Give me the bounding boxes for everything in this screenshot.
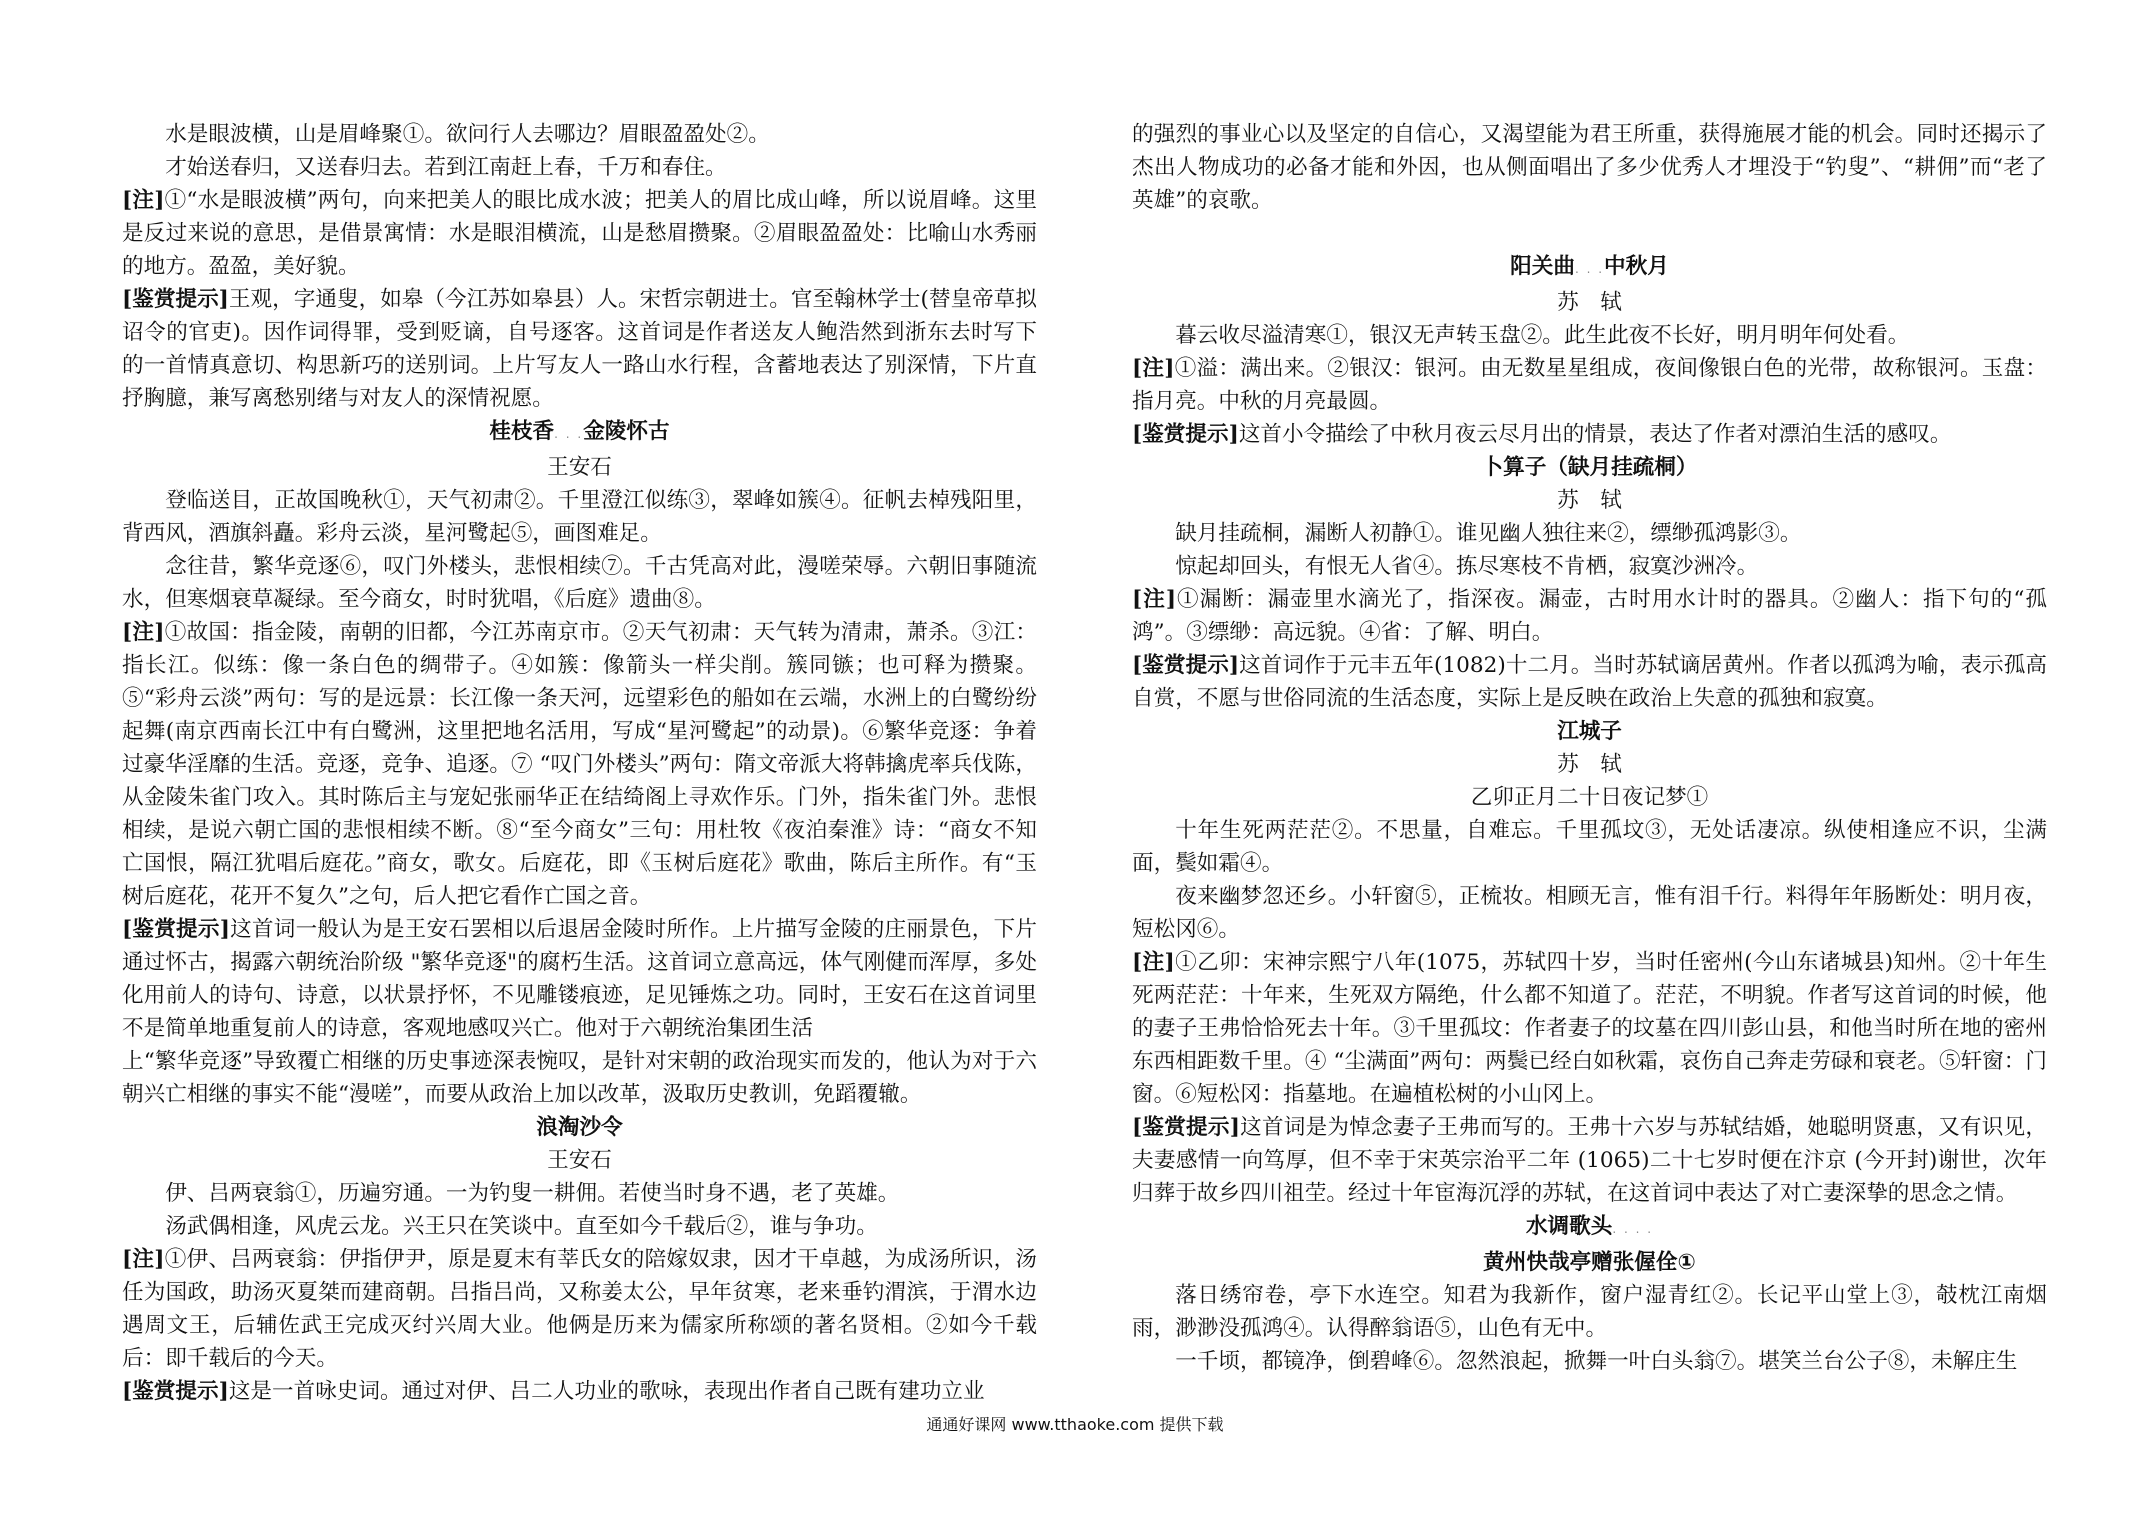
- poem-stanza: 一千顷，都镜净，倒碧峰⑥。忽然浪起，掀舞一叶白头翁⑦。堪笑兰台公子⑧，未解庄生: [1175, 1349, 2018, 1374]
- tip-paragraph: [122, 1375, 1037, 1408]
- title-part: 中秋月: [1604, 254, 1669, 279]
- left-column: [122, 118, 1037, 1408]
- poem-stanza: 惊起却回头，有恨无人省④。拣尽寒枝不肯栖，寂寞沙洲冷。: [1175, 554, 1759, 579]
- note-tag: [注]: [122, 1247, 165, 1272]
- title-part: 金陵怀古: [583, 419, 670, 444]
- note-paragraph: [1132, 946, 2047, 1111]
- note-text: ①漏断：漏壶里水滴光了，指深夜。漏壶，古时用水计时的器具。②幽人：指下句的“孤鸿”。③缥缈：高远貌。④省：了解、明白。: [1132, 587, 2047, 645]
- note-tag: [注]: [1132, 950, 1175, 975]
- title-part: 水调歌头: [1525, 1214, 1613, 1239]
- poem-title: [122, 415, 1037, 451]
- note-text: ①溢：满出来。②银汉：银河。由无数星星组成，夜间像银白色的光带，故称银河。玉盘：指月亮。中秋的月亮最圆。: [1132, 356, 2047, 414]
- poem-author: 苏 轼: [1557, 752, 1622, 777]
- tip-text: 这是一首咏史词。通过对伊、吕二人功业的歌咏，表现出作者自己既有建功立业: [228, 1379, 985, 1404]
- tip-continuation: 的强烈的事业心以及坚定的自信心，又渴望能为君王所重，获得施展才能的机会。同时还揭示了杰出人物成功的必备才能和外因，也从侧面唱出了多少优秀人才埋没于“钓叟”、“耕佣”而“老了英雄”的哀歌。: [1132, 122, 2047, 213]
- tip-text: 这首词一般认为是王安石罢相以后退居金陵时所作。上片描写金陵的庄丽景色，下片通过怀古，揭露六朝统治阶级 "繁华竞逐"的腐朽生活。这首词立意高远，体气刚健而浑厚，多处化用前人的诗句、诗意，以状景抒怀，不见雕镂痕迹，足见锤炼之功。同时，王安石在这首词里不是简单地重复前人的诗意，客观地感叹兴亡。他对于六朝统治集团生活: [122, 917, 1037, 1041]
- spacer: [1132, 217, 2047, 250]
- poem-title: 江城子: [1557, 719, 1622, 744]
- page-footer: 通通好课网 www.tthaoke.com 提供下载: [926, 1415, 1224, 1434]
- note-tag: [注]: [122, 620, 165, 645]
- poem-subtitle-title: 黄州快哉亭赠张偓佺①: [1483, 1250, 1696, 1275]
- tip-paragraph: [1132, 649, 2047, 715]
- poem-subtitle: 乙卯正月二十日夜记梦①: [1470, 785, 1709, 810]
- tip-paragraph: [1132, 1111, 2047, 1210]
- tip-paragraph: [122, 283, 1037, 415]
- right-column: [1132, 118, 2047, 1378]
- poem-title: 卜算子（缺月挂疏桐）: [1481, 455, 1698, 480]
- tip-tag: [鉴赏提示]: [122, 1379, 229, 1404]
- poem-title: 浪淘沙令: [536, 1115, 623, 1140]
- tip-text: 王观，字通叟，如皋（今江苏如皋县）人。宋哲宗朝进士。官至翰林学士(替皇帝草拟诏令的官吏)。因作词得罪，受到贬谪，自号逐客。这首词是作者送友人鲍浩然到浙东去时写下的一首情真意切、构思新巧的送别词。上片写友人一路山水行程，含蓄地表达了别深情，下片直抒胸臆，兼写离愁别绪与对友人的深情祝愿。: [122, 287, 1037, 411]
- note-text: ①故国：指金陵，南朝的旧都，今江苏南京市。②天气初肃：天气转为清肃，萧杀。③江：指长江。似练：像一条白色的绸带子。④如簇：像箭头一样尖削。簇同镞；也可释为攒聚。⑤“彩舟云淡”两句：写的是远景：长江像一条天河，远望彩色的船如在云端，水洲上的白鹭纷纷起舞(南京西南长江中有白鹭洲，这里把地名活用，写成“星河鹭起”的动景)。⑥繁华竞逐：争着过豪华淫靡的生活。竞逐，竞争、追逐。⑦ “叹门外楼头”两句：隋文帝派大将韩擒虎率兵伐陈，从金陵朱雀门攻入。其时陈后主与宠妃张丽华正在结绮阁上寻欢作乐。门外，指朱雀门外。悲恨相续，是说六朝亡国的悲恨相续不断。⑧“至今商女”三句：用杜牧《夜泊秦淮》诗：“商女不知亡国恨，隔江犹唱后庭花。”商女，歌女。后庭花，即《玉树后庭花》歌曲，陈后主所作。有“玉树后庭花，花开不复久”之句，后人把它看作亡国之音。: [122, 620, 1037, 909]
- note-tag: [注]: [1132, 356, 1175, 381]
- note-text: ①伊、吕两衰翁：伊指伊尹，原是夏末有莘氏女的陪嫁奴隶，因才干卓越，为成汤所识，汤任为国政，助汤灭夏桀而建商朝。吕指吕尚，又称姜太公，早年贫寒，老来垂钓渭滨，于渭水边遇周文王，后辅佐武王完成灭纣兴周大业。他俩是历来为儒家所称颂的著名贤相。②如今千载后：即千载后的今天。: [122, 1247, 1037, 1371]
- poem-line: 水是眼波横，山是眉峰聚①。欲问行人去哪边？眉眼盈盈处②。: [165, 122, 770, 147]
- tip-paragraph: [1132, 418, 2047, 451]
- poem-stanza: 落日绣帘卷，亭下水连空。知君为我新作，窗户湿青红②。长记平山堂上③，攲枕江南烟雨，渺渺没孤鸿④。认得醉翁语⑤，山色有无中。: [1132, 1283, 2047, 1341]
- tip-continuation: 上“繁华竞逐”导致覆亡相继的历史事迹深表惋叹，是针对宋朝的政治现实而发的，他认为对于六朝兴亡相继的事实不能“漫嗟”，而要从政治上加以改革，汲取历史教训，免蹈覆辙。: [122, 1049, 1037, 1107]
- title-part: 桂枝香: [489, 419, 555, 444]
- tip-tag: [鉴赏提示]: [1132, 422, 1239, 447]
- tip-tag: [鉴赏提示]: [1132, 653, 1240, 678]
- poem-stanza: 汤武偶相逢，风虎云龙。兴王只在笑谈中。直至如今千载后②，谁与争功。: [165, 1214, 878, 1239]
- poem-author: 王安石: [547, 455, 612, 480]
- title-part: 阳关曲: [1510, 254, 1575, 279]
- note-paragraph: [1132, 583, 2047, 649]
- note-paragraph: [122, 1243, 1037, 1375]
- note-text: ①“水是眼波横”两句，向来把美人的眼比成水波；把美人的眉比成山峰，所以说眉峰。这里是反过来说的意思，是借景寓情：水是眼泪横流，山是愁眉攒聚。②眉眼盈盈处：比喻山水秀丽的地方。盈盈，美好貌。: [122, 188, 1037, 279]
- note-text: ①乙卯：宋神宗熙宁八年(1075，苏轼四十岁，当时任密州(今山东诸城县)知州。②十年生死两茫茫：十年来，生死双方隔绝，什么都不知道了。茫茫，不明貌。作者写这首词的时候，他的妻子王弗恰恰死去十年。③千里孤坟：作者妻子的坟墓在四川彭山县，和他当时所在地的密州东西相距数千里。④ “尘满面”两句：两鬓已经白如秋霜，哀伤自己奔走劳碌和衰老。⑤轩窗：门窗。⑥短松冈：指墓地。在遍植松树的小山冈上。: [1132, 950, 2047, 1107]
- note-tag: [注]: [122, 188, 165, 213]
- title-dots: . . .: [1574, 262, 1605, 276]
- tip-tag: [鉴赏提示]: [1132, 1115, 1240, 1140]
- tip-tag: [鉴赏提示]: [122, 287, 229, 312]
- title-dots: . . . .: [1612, 1222, 1654, 1236]
- poem-stanza: 缺月挂疏桐，漏断人初静①。谁见幽人独往来②，缥缈孤鸿影③。: [1175, 521, 1802, 546]
- title-dots: . . .: [554, 427, 584, 441]
- poem-author: 王安石: [547, 1148, 612, 1173]
- poem-author: 苏 轼: [1557, 290, 1622, 315]
- note-paragraph: [1132, 352, 2047, 418]
- tip-tag: [鉴赏提示]: [122, 917, 230, 942]
- poem-author: 苏 轼: [1557, 488, 1622, 513]
- tip-paragraph: [122, 913, 1037, 1045]
- poem-stanza: 十年生死两茫茫②。不思量，自难忘。千里孤坟③，无处话凄凉。纵使相逢应不识，尘满面，鬓如霜④。: [1132, 818, 2047, 876]
- poem-stanza: 暮云收尽溢清寒①，银汉无声转玉盘②。此生此夜不长好，明月明年何处看。: [1175, 323, 1910, 348]
- note-paragraph: [122, 184, 1037, 283]
- tip-text: 这首词是为悼念妻子王弗而写的。王弗十六岁与苏轼结婚，她聪明贤惠，又有识见，夫妻感情一向笃厚，但不幸于宋英宗治平二年 (1065)二十七岁时便在汴京 (今开封)谢世，次年归葬于故乡四川祖茔。经过十年宦海沉浮的苏轼，在这首词中表达了对亡妻深挚的思念之情。: [1132, 1115, 2047, 1206]
- note-paragraph: [122, 616, 1037, 913]
- poem-title: [1132, 250, 2047, 286]
- poem-line: 才始送春归，又送春归去。若到江南赶上春，千万和春住。: [165, 155, 727, 180]
- note-tag: [注]: [1132, 587, 1177, 612]
- tip-text: 这首词作于元丰五年(1082)十二月。当时苏轼谪居黄州。作者以孤鸿为喻，表示孤高自赏，不愿与世俗同流的生活态度，实际上是反映在政治上失意的孤独和寂寞。: [1132, 653, 2048, 711]
- tip-text: 这首小令描绘了中秋月夜云尽月出的情景，表达了作者对漂泊生活的感叹。: [1238, 422, 1952, 447]
- poem-stanza: 念往昔，繁华竞逐⑥，叹门外楼头，悲恨相续⑦。千古凭高对此，漫嗟荣辱。六朝旧事随流水，但寒烟衰草凝绿。至今商女，时时犹唱，《后庭》遗曲⑧。: [122, 554, 1037, 612]
- poem-stanza: 登临送目，正故国晚秋①，天气初肃②。千里澄江似练③，翠峰如簇④。征帆去棹残阳里，背西风，酒旗斜矗。彩舟云淡，星河鹭起⑤，画图难足。: [122, 488, 1037, 546]
- poem-title: [1132, 1210, 2047, 1246]
- poem-stanza: 伊、吕两衰翁①，历遍穷通。一为钓叟一耕佣。若使当时身不遇，老了英雄。: [165, 1181, 900, 1206]
- poem-stanza: 夜来幽梦忽还乡。小轩窗⑤，正梳妆。相顾无言，惟有泪千行。料得年年肠断处：明月夜，短松冈⑥。: [1132, 884, 2047, 942]
